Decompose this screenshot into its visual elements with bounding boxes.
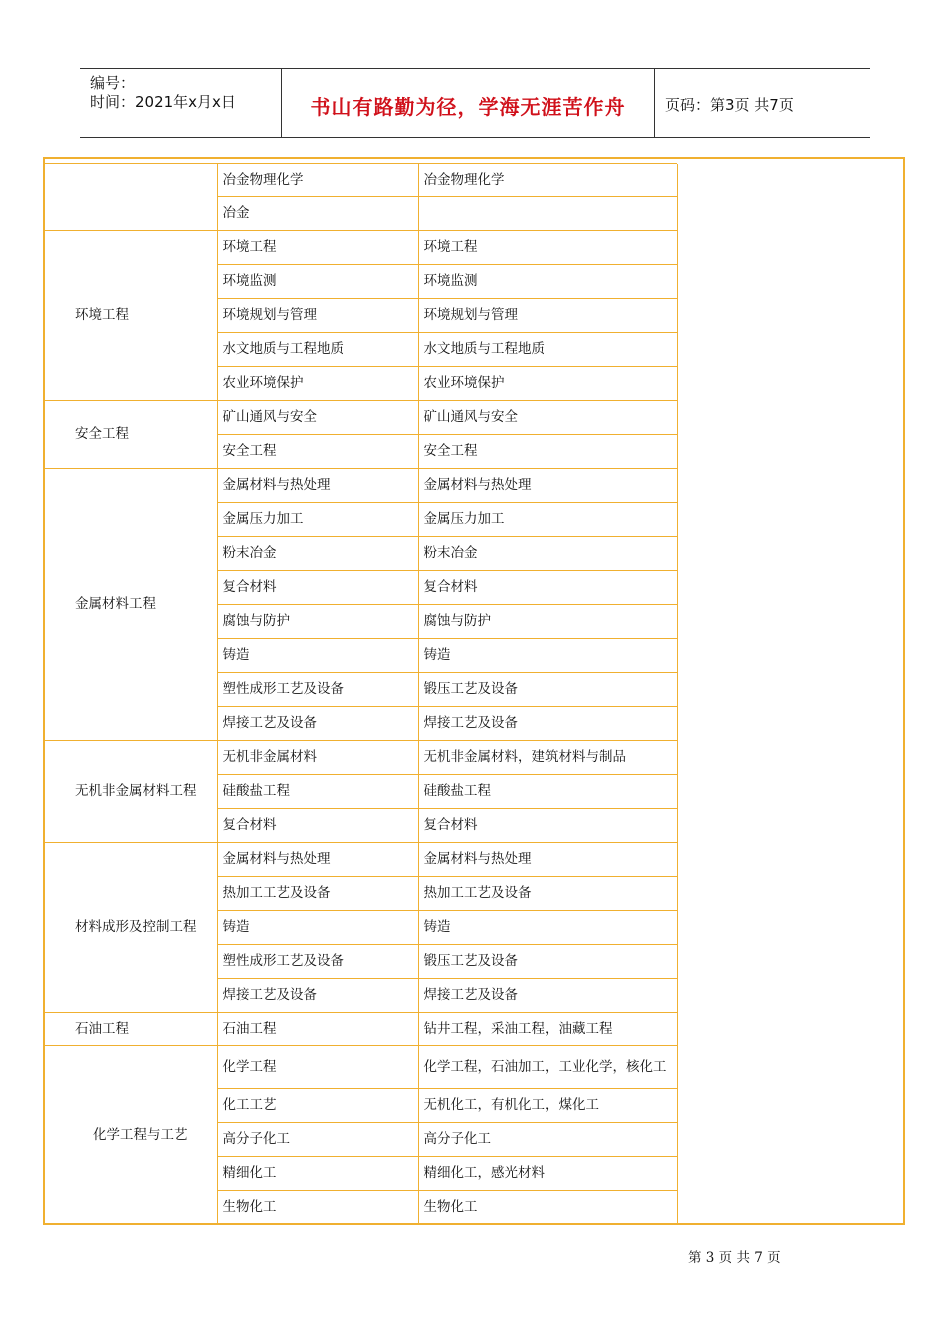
previous-major-cell: 锻压工艺及设备 bbox=[418, 945, 677, 979]
previous-major-cell: 无机化工，有机化工，煤化工 bbox=[418, 1089, 677, 1123]
major-cell: 精细化工 bbox=[217, 1157, 418, 1191]
table-row bbox=[43, 1046, 677, 1089]
previous-major-cell: 矿山通风与安全 bbox=[418, 401, 677, 435]
previous-major-cell: 冶金物理化学 bbox=[418, 164, 677, 197]
major-cell: 复合材料 bbox=[217, 809, 418, 843]
major-cell: 冶金物理化学 bbox=[217, 164, 418, 197]
previous-major-cell: 金属压力加工 bbox=[418, 503, 677, 537]
category-cell bbox=[43, 164, 217, 231]
major-cell: 高分子化工 bbox=[217, 1123, 418, 1157]
major-cell: 硅酸盐工程 bbox=[217, 775, 418, 809]
major-cell: 安全工程 bbox=[217, 435, 418, 469]
previous-major-cell: 金属材料与热处理 bbox=[418, 469, 677, 503]
majors-table-body bbox=[43, 164, 677, 1225]
major-cell: 塑性成形工艺及设备 bbox=[217, 673, 418, 707]
major-cell: 腐蚀与防护 bbox=[217, 605, 418, 639]
previous-major-cell: 硅酸盐工程 bbox=[418, 775, 677, 809]
previous-major-cell: 农业环境保护 bbox=[418, 367, 677, 401]
previous-major-cell: 焊接工艺及设备 bbox=[418, 979, 677, 1013]
header-page-number: 页码：第3页 共7页 bbox=[665, 96, 794, 114]
previous-major-cell: 环境规划与管理 bbox=[418, 299, 677, 333]
major-cell: 金属压力加工 bbox=[217, 503, 418, 537]
table-row bbox=[43, 164, 677, 197]
previous-major-cell: 铸造 bbox=[418, 911, 677, 945]
category-cell: 化学工程与工艺 bbox=[43, 1046, 217, 1225]
header-info-cell bbox=[80, 69, 282, 137]
major-cell: 农业环境保护 bbox=[217, 367, 418, 401]
previous-major-cell: 铸造 bbox=[418, 639, 677, 673]
previous-major-cell: 热加工工艺及设备 bbox=[418, 877, 677, 911]
previous-major-cell: 高分子化工 bbox=[418, 1123, 677, 1157]
page-footer: 第 3 页 共 7 页 bbox=[688, 1250, 781, 1266]
category-cell: 无机非金属材料工程 bbox=[43, 741, 217, 843]
major-cell: 生物化工 bbox=[217, 1191, 418, 1225]
previous-major-cell: 腐蚀与防护 bbox=[418, 605, 677, 639]
major-cell: 焊接工艺及设备 bbox=[217, 979, 418, 1013]
major-cell: 铸造 bbox=[217, 639, 418, 673]
category-cell: 金属材料工程 bbox=[43, 469, 217, 741]
table-row bbox=[43, 231, 677, 265]
major-cell: 环境工程 bbox=[217, 231, 418, 265]
major-cell: 复合材料 bbox=[217, 571, 418, 605]
previous-major-cell: 钻井工程，采油工程，油藏工程 bbox=[418, 1013, 677, 1046]
previous-major-cell: 复合材料 bbox=[418, 809, 677, 843]
major-cell: 焊接工艺及设备 bbox=[217, 707, 418, 741]
major-cell: 矿山通风与安全 bbox=[217, 401, 418, 435]
category-cell: 石油工程 bbox=[43, 1013, 217, 1046]
page-header bbox=[80, 68, 870, 138]
previous-major-cell: 化学工程，石油加工，工业化学，核化工 bbox=[418, 1046, 677, 1089]
previous-major-cell: 水文地质与工程地质 bbox=[418, 333, 677, 367]
previous-major-cell: 焊接工艺及设备 bbox=[418, 707, 677, 741]
previous-major-cell: 生物化工 bbox=[418, 1191, 677, 1225]
previous-major-cell: 复合材料 bbox=[418, 571, 677, 605]
category-cell: 材料成形及控制工程 bbox=[43, 843, 217, 1013]
major-cell: 铸造 bbox=[217, 911, 418, 945]
major-cell: 粉末冶金 bbox=[217, 537, 418, 571]
category-cell: 安全工程 bbox=[43, 401, 217, 469]
major-cell: 化工工艺 bbox=[217, 1089, 418, 1123]
previous-major-cell: 锻压工艺及设备 bbox=[418, 673, 677, 707]
major-cell: 环境监测 bbox=[217, 265, 418, 299]
previous-major-cell: 安全工程 bbox=[418, 435, 677, 469]
header-page-cell bbox=[655, 69, 870, 137]
table-row bbox=[43, 401, 677, 435]
major-cell: 环境规划与管理 bbox=[217, 299, 418, 333]
table-row bbox=[43, 741, 677, 775]
previous-major-cell: 无机非金属材料，建筑材料与制品 bbox=[418, 741, 677, 775]
table-row bbox=[43, 1013, 677, 1046]
previous-major-cell: 粉末冶金 bbox=[418, 537, 677, 571]
previous-major-cell bbox=[418, 197, 677, 231]
majors-table bbox=[43, 164, 678, 1225]
major-cell: 水文地质与工程地质 bbox=[217, 333, 418, 367]
major-cell: 无机非金属材料 bbox=[217, 741, 418, 775]
document-number-label: 编号： bbox=[90, 74, 136, 92]
major-cell: 热加工工艺及设备 bbox=[217, 877, 418, 911]
header-motto-cell bbox=[282, 69, 655, 137]
previous-major-cell: 精细化工，感光材料 bbox=[418, 1157, 677, 1191]
major-cell: 塑性成形工艺及设备 bbox=[217, 945, 418, 979]
major-cell: 金属材料与热处理 bbox=[217, 843, 418, 877]
major-cell: 金属材料与热处理 bbox=[217, 469, 418, 503]
major-cell: 冶金 bbox=[217, 197, 418, 231]
major-cell: 石油工程 bbox=[217, 1013, 418, 1046]
header-motto: 书山有路勤为径，学海无涯苦作舟 bbox=[310, 95, 626, 119]
previous-major-cell: 环境监测 bbox=[418, 265, 677, 299]
previous-major-cell: 金属材料与热处理 bbox=[418, 843, 677, 877]
table-row bbox=[43, 469, 677, 503]
previous-major-cell: 环境工程 bbox=[418, 231, 677, 265]
document-time-label: 时间：2021年x月x日 bbox=[90, 93, 236, 111]
major-cell: 化学工程 bbox=[217, 1046, 418, 1089]
table-row bbox=[43, 843, 677, 877]
category-cell: 环境工程 bbox=[43, 231, 217, 401]
